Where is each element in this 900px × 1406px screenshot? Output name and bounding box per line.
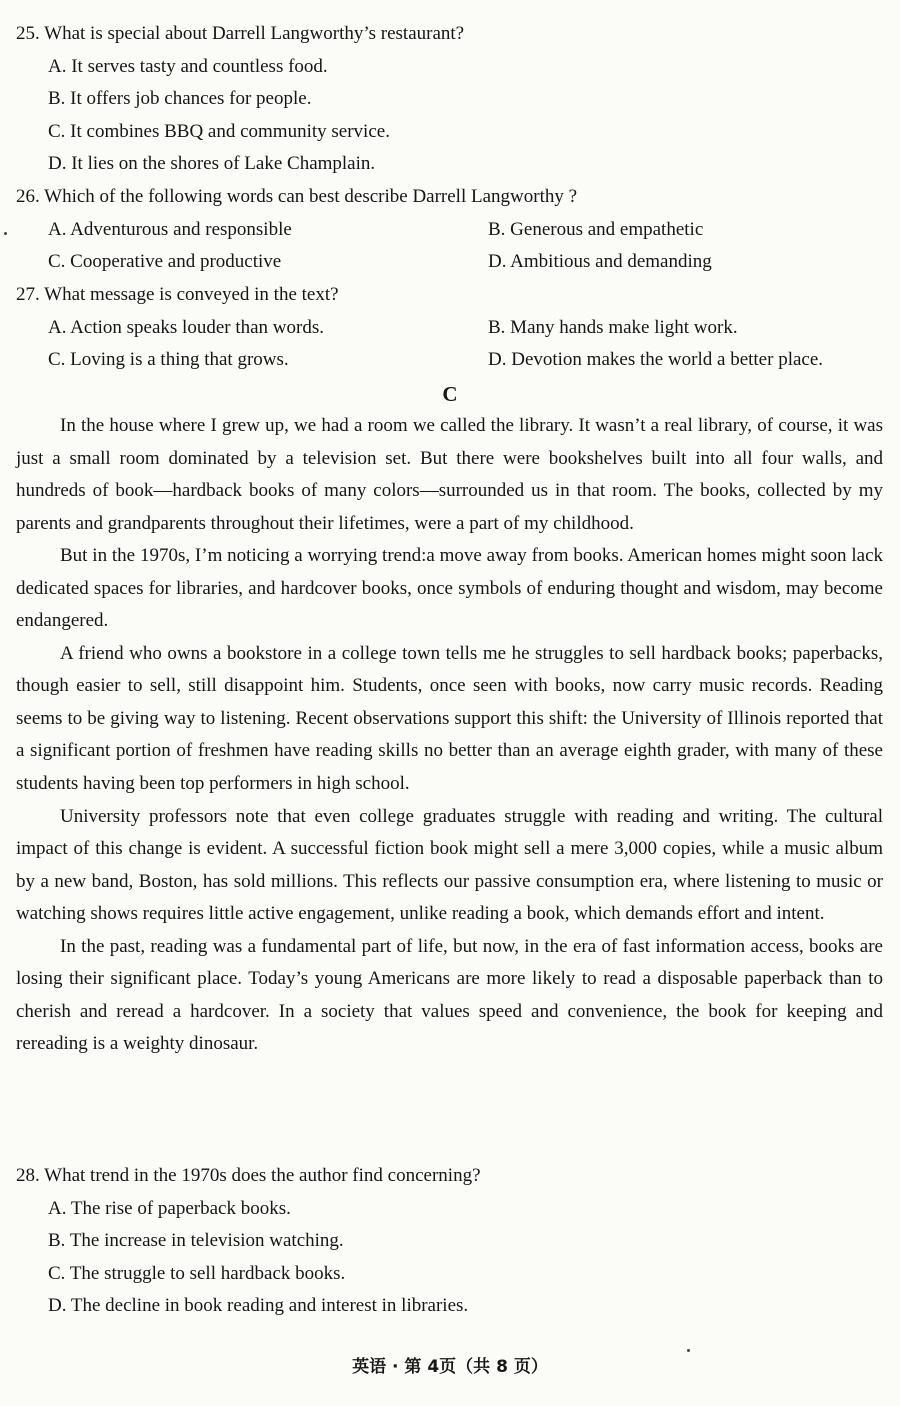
option-d: D. It lies on the shores of Lake Champlain. bbox=[48, 153, 376, 175]
option-a: A. It serves tasty and countless food. bbox=[48, 55, 328, 77]
question-stem: 26. Which of the following words can best describe Darrell Langworthy ? bbox=[16, 186, 578, 207]
question-28 bbox=[16, 1160, 886, 1323]
option-d: D. Ambitious and demanding bbox=[488, 251, 712, 273]
option-c: C. The struggle to sell hardback books. bbox=[48, 1262, 346, 1284]
option-b: B. It offers job chances for people. bbox=[48, 88, 312, 110]
passage-paragraph-3: A friend who owns a bookstore in a college town tells me he struggles to sell hardback books; paperbacks, though easier to sell, still disappoint him. Students, once seen with books, now carry music records. Reading seems to be giving way to listening. Recent observations support this shift: the University of Illinois reported that a significant portion of freshmen have reading skills no better than an average eighth grader, with many of these students having been top performers in high school. bbox=[16, 642, 883, 795]
option-row bbox=[16, 344, 886, 377]
option-b: B. Many hands make light work. bbox=[488, 316, 738, 338]
passage-paragraph-4: University professors note that even college graduates struggle with reading and writing. The cultural impact of this change is evident. A successful fiction book might sell a mere 3,000 copies, while a music album by a new band, Boston, has sold millions. This reflects our passive consumption era, where listening to music or watching shows requires little active engagement, unlike reading a book, which demands effort and intent. bbox=[16, 805, 883, 925]
question-26 bbox=[16, 181, 886, 279]
option-d: D. Devotion makes the world a better place. bbox=[488, 349, 824, 371]
option-a: A. Action speaks louder than words. bbox=[48, 316, 324, 338]
option-a: A. The rise of paperback books. bbox=[48, 1197, 291, 1219]
passage-paragraph-5: In the past, reading was a fundamental part of life, but now, in the era of fast information access, books are losing their significant place. Today’s young Americans are more likely to read a disposable paperback than to cherish and reread a hardcover. In a society that values speed and convenience, the book for keeping and rereading is a weighty dinosaur. bbox=[16, 935, 883, 1055]
page-footer: 英语 · 第 4页（共 8 页） bbox=[352, 1357, 548, 1377]
option-c: C. Loving is a thing that grows. bbox=[48, 349, 289, 371]
passage-paragraph-1: In the house where I grew up, we had a room we called the library. It wasn’t a real library, of course, it was just a small room dominated by a television set. But there were bookshelves built into all four walls, and hundreds of book—hardback books of many colors—surrounded us in that room. The books, collected by my parents and grandparents throughout their lifetimes, were a part of my childhood. bbox=[16, 415, 883, 534]
question-stem: 25. What is special about Darrell Langworthy’s restaurant? bbox=[16, 23, 465, 44]
option-c: C. Cooperative and productive bbox=[48, 251, 282, 273]
reading-passage bbox=[16, 410, 883, 1061]
scan-speck bbox=[4, 232, 7, 235]
question-stem: 27. What message is conveyed in the text? bbox=[16, 284, 339, 305]
option-row bbox=[16, 246, 886, 279]
option-b: B. Generous and empathetic bbox=[488, 218, 704, 240]
question-25 bbox=[16, 18, 886, 181]
section-heading: C bbox=[442, 382, 458, 406]
option-d: D. The decline in book reading and interest in libraries. bbox=[48, 1295, 469, 1317]
question-stem: 28. What trend in the 1970s does the author find concerning? bbox=[16, 1165, 481, 1186]
question-27 bbox=[16, 279, 886, 377]
option-row bbox=[16, 214, 886, 247]
option-row bbox=[16, 312, 886, 345]
option-a: A. Adventurous and responsible bbox=[48, 218, 292, 240]
option-c: C. It combines BBQ and community service. bbox=[48, 120, 390, 142]
scan-speck bbox=[687, 1349, 690, 1352]
passage-paragraph-2: But in the 1970s, I’m noticing a worrying trend:a move away from books. American homes might soon lack dedicated spaces for libraries, and hardcover books, once symbols of enduring thought and wisdom, may become endangered. bbox=[16, 545, 883, 632]
option-b: B. The increase in television watching. bbox=[48, 1230, 344, 1252]
